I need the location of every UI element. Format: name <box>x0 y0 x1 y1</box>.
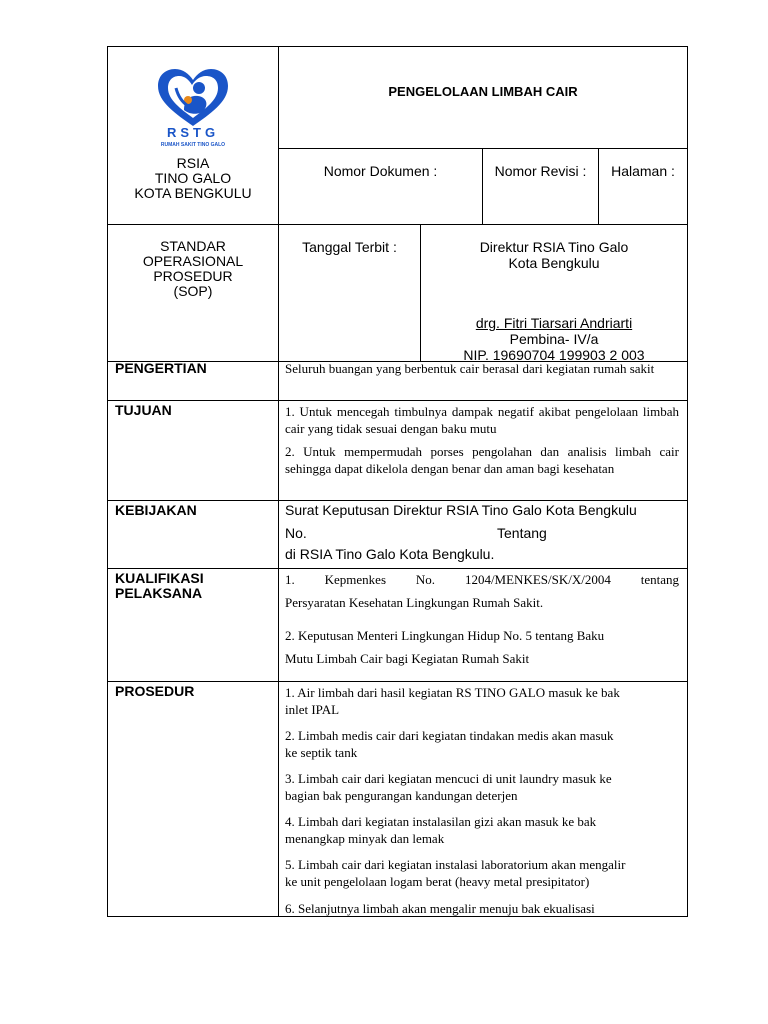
prosedur-step-line: ke septik tank <box>285 745 358 760</box>
prosedur-step-line: 3. Limbah cair dari kegiatan mencuci di unit laundry masuk ke <box>285 771 612 786</box>
table-border-right <box>687 46 688 917</box>
rstg-mother-child-heart-icon <box>154 66 232 128</box>
sop-label <box>108 239 278 299</box>
kebijakan-no: No. <box>285 525 307 541</box>
institution-line: KOTA BENGKULU <box>134 185 252 201</box>
prosedur-step-line: 2. Limbah medis cair dari kegiatan tindakan medis akan masuk <box>285 728 614 743</box>
kualifikasi-word: Kepmenkes <box>324 572 387 587</box>
kebijakan-label: KEBIJAKAN <box>115 502 197 518</box>
hospital-logo <box>154 66 232 156</box>
kualifikasi-item-1 <box>285 571 679 588</box>
nomor-dokumen-label: Nomor Dokumen : <box>323 163 438 179</box>
kebijakan-tentang: Tentang <box>497 525 547 541</box>
kualifikasi-word: No. <box>415 572 436 587</box>
tanggal-terbit-label: Tanggal Terbit : <box>302 239 397 255</box>
pengertian-label: PENGERTIAN <box>115 360 207 376</box>
nomor-revisi-label: Nomor Revisi : <box>494 163 587 179</box>
row-divider <box>107 568 688 569</box>
prosedur-step <box>285 813 681 847</box>
prosedur-step <box>285 856 681 890</box>
tujuan-item: 2. Untuk mempermudah porses pengolahan dan analisis limbah cair sehingga dapat dikelola dengan benar dan aman bagi kesehatan <box>285 444 679 476</box>
kualifikasi-word: 1204/MENKES/SK/X/2004 <box>464 572 611 587</box>
director-name: drg. Fitri Tiarsari Andriarti <box>475 315 633 331</box>
kebijakan-decree: Surat Keputusan Direktur RSIA Tino Galo Kota Bengkulu <box>285 502 637 518</box>
sop-line: OPERASIONAL <box>142 253 244 269</box>
sop-line: STANDAR <box>160 238 226 254</box>
kualifikasi-item-2: 2. Keputusan Menteri Lingkungan Hidup No. 5 tentang Baku <box>285 628 605 643</box>
director-nip: NIP. 19690704 199903 2 003 <box>463 347 645 363</box>
tujuan-label: TUJUAN <box>115 402 172 418</box>
institution-line: RSIA <box>176 155 210 171</box>
cell-divider <box>598 148 599 225</box>
sop-line: (SOP) <box>173 283 213 299</box>
row-divider <box>278 148 688 149</box>
kebijakan-location: di RSIA Tino Galo Kota Bengkulu. <box>285 546 495 562</box>
cell-divider <box>482 148 483 225</box>
prosedur-step-line: 5. Limbah cair dari kegiatan instalasi laboratorium akan mengalir <box>285 857 626 872</box>
prosedur-step-line: ke unit pengelolaan logam berat (heavy metal presipitator) <box>285 874 590 889</box>
row-divider <box>107 224 688 225</box>
kualifikasi-item-2-cont: Mutu Limbah Cair bagi Kegiatan Rumah Sakit <box>285 651 530 666</box>
prosedur-step <box>285 684 681 718</box>
prosedur-step-line: 1. Air limbah dari hasil kegiatan RS TINO GALO masuk ke bak <box>285 685 620 700</box>
kualifikasi-item-1-cont: Persyaratan Kesehatan Lingkungan Rumah Sakit. <box>285 595 544 610</box>
pengertian-text: Seluruh buangan yang berbentuk cair berasal dari kegiatan rumah sakit <box>285 361 655 376</box>
prosedur-step <box>285 727 681 761</box>
director-city: Kota Bengkulu <box>508 255 600 271</box>
sop-line: PROSEDUR <box>153 268 233 284</box>
kualifikasi-label-line: KUALIFIKASI <box>115 570 204 586</box>
row-divider <box>107 500 688 501</box>
institution-name <box>108 156 278 201</box>
prosedur-step <box>285 770 681 804</box>
table-border-top <box>107 46 688 47</box>
kualifikasi-label <box>115 571 204 601</box>
logo-subtitle: RUMAH SAKIT TINO GALO <box>160 142 226 148</box>
prosedur-label: PROSEDUR <box>115 683 195 699</box>
kualifikasi-word: tentang <box>640 572 679 587</box>
kualifikasi-word: 1. <box>285 572 295 587</box>
prosedur-step-line: 4. Limbah dari kegiatan instalasilan gizi akan masuk ke bak <box>285 814 597 829</box>
prosedur-step-line: menangkap minyak dan lemak <box>285 831 445 846</box>
document-title: PENGELOLAAN LIMBAH CAIR <box>388 84 578 99</box>
director-block <box>421 239 687 363</box>
kualifikasi-label-line: PELAKSANA <box>115 585 203 601</box>
prosedur-step-line: bagian bak pengurangan kandungan deterjen <box>285 788 518 803</box>
prosedur-step-line: 6. Selanjutnya limbah akan mengalir menuju bak ekualisasi <box>285 901 595 916</box>
row-divider <box>107 681 688 682</box>
tujuan-item: 1. Untuk mencegah timbulnya dampak negatif akibat pengelolaan limbah cair yang tidak sesuai dengan baku mutu <box>285 404 679 436</box>
logo-initials: RSTG <box>166 125 220 140</box>
institution-line: TINO GALO <box>154 170 232 186</box>
prosedur-step <box>285 900 681 917</box>
halaman-label: Halaman : <box>611 163 675 179</box>
prosedur-step-line: inlet IPAL <box>285 702 340 717</box>
row-divider <box>107 400 688 401</box>
director-title: Direktur RSIA Tino Galo <box>479 239 629 255</box>
director-rank: Pembina- IV/a <box>509 331 599 347</box>
